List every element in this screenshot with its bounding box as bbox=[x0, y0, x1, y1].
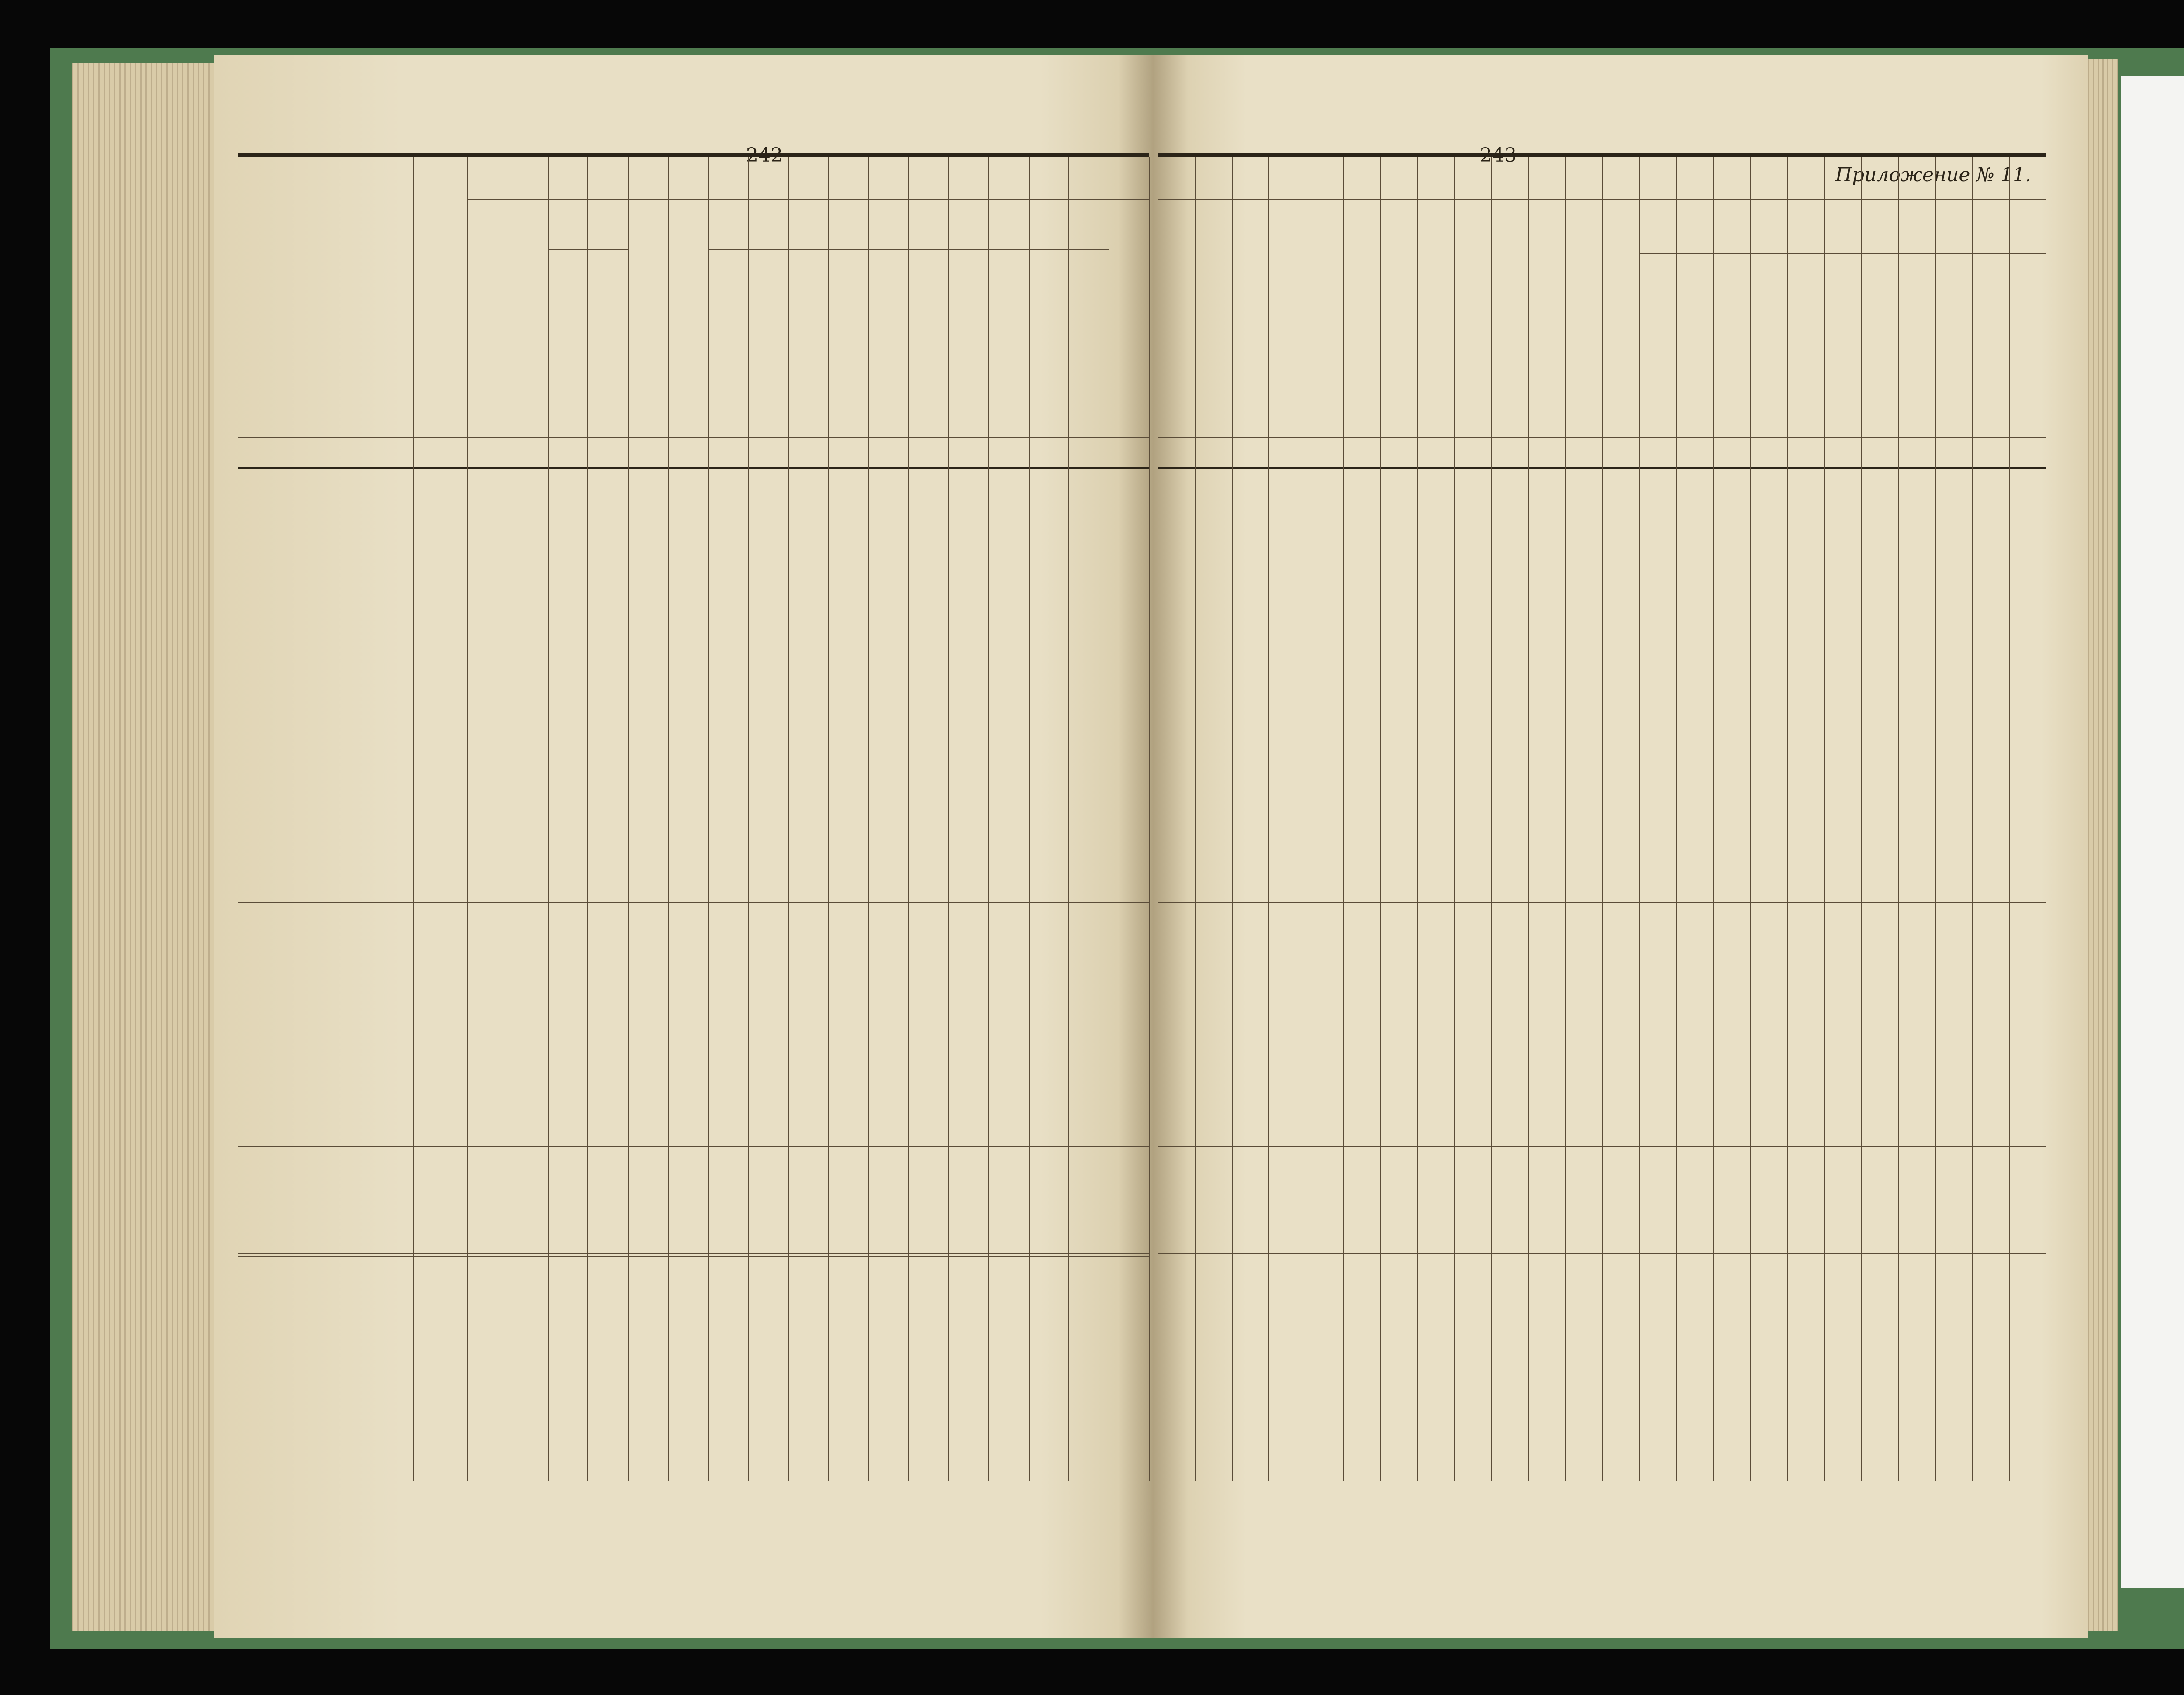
grid-vline bbox=[1528, 157, 1529, 1481]
grid-vline bbox=[788, 157, 789, 1481]
grid-vline bbox=[1380, 157, 1381, 1481]
grid-vline bbox=[1149, 157, 1150, 1481]
appendix-label: Приложение № 11. bbox=[1835, 164, 2031, 186]
grid-vline bbox=[1068, 157, 1069, 1481]
grid-hline bbox=[1158, 1253, 2046, 1254]
grid-vline bbox=[1824, 157, 1825, 1481]
grid-vline bbox=[1417, 157, 1418, 1481]
grid-hline bbox=[708, 249, 1109, 250]
grid-vline bbox=[908, 157, 909, 1481]
grid-vline bbox=[948, 157, 949, 1481]
grid-hline bbox=[1158, 1146, 2046, 1147]
grid-vline bbox=[1232, 157, 1233, 1481]
grid-hline bbox=[238, 437, 1149, 438]
grid-vline bbox=[1029, 157, 1030, 1481]
grid-hline bbox=[238, 1253, 1149, 1254]
grid-vline bbox=[868, 157, 869, 1481]
grid-vline bbox=[1565, 157, 1566, 1481]
grid-hline bbox=[238, 1146, 1149, 1147]
grid-vline bbox=[1898, 157, 1899, 437]
grid-vline bbox=[1268, 157, 1269, 1481]
grid-vline bbox=[2009, 157, 2010, 1481]
grid-vline bbox=[1861, 157, 1862, 1481]
grid-hline bbox=[467, 199, 1149, 200]
grid-vline bbox=[748, 157, 749, 1481]
grid-hline bbox=[1158, 902, 2046, 903]
grid-vline bbox=[1195, 157, 1196, 1481]
grid-vline bbox=[1972, 199, 1973, 437]
grid-hline bbox=[238, 1256, 1149, 1257]
grid-vline bbox=[1639, 157, 1640, 437]
grid-vline bbox=[1454, 157, 1455, 1481]
grid-vline bbox=[587, 157, 588, 1481]
white-sheet bbox=[2121, 76, 2184, 1588]
grid-hline bbox=[1639, 253, 1898, 254]
table-right bbox=[1158, 153, 2046, 1481]
grid-vline bbox=[548, 157, 549, 1481]
grid-vline bbox=[1935, 157, 1936, 1481]
grid-vline bbox=[988, 157, 989, 1481]
page-edges-left bbox=[72, 63, 221, 1631]
grid-vline bbox=[413, 157, 414, 1481]
grid-vline bbox=[1602, 157, 1603, 1481]
grid-hline bbox=[238, 467, 1149, 469]
grid-vline bbox=[1343, 157, 1344, 1481]
grid-hline bbox=[548, 249, 628, 250]
grid-vline bbox=[668, 157, 669, 1481]
table-left bbox=[238, 153, 1149, 1481]
grid-vline bbox=[1750, 157, 1751, 1481]
grid-hline bbox=[238, 902, 1149, 903]
grid-vline bbox=[1491, 157, 1492, 1481]
page-number-right: — 243 — bbox=[1455, 144, 1542, 166]
grid-vline bbox=[1713, 157, 1714, 1481]
page-number-left: — 242 — bbox=[721, 144, 808, 166]
grid-vline bbox=[1787, 157, 1788, 1481]
page-edges-right bbox=[2088, 59, 2118, 1631]
grid-vline bbox=[708, 157, 709, 1481]
grid-vline bbox=[828, 157, 829, 1481]
grid-vline bbox=[1676, 157, 1677, 1481]
grid-vline bbox=[628, 157, 629, 1481]
grid-vline bbox=[467, 157, 468, 1481]
